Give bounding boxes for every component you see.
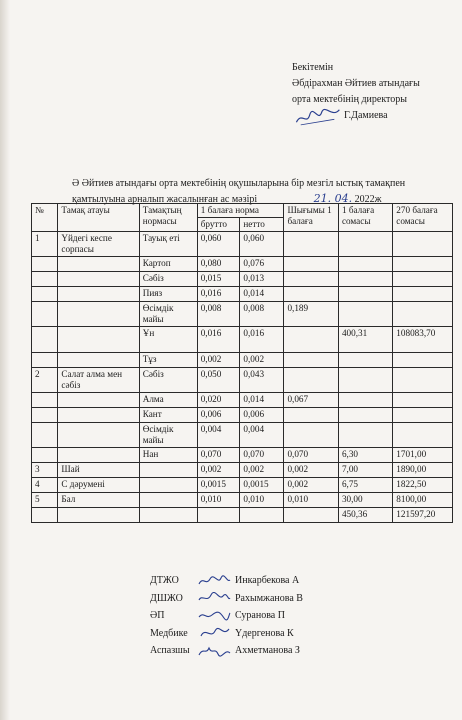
cell-brutto: 0,006	[197, 408, 240, 423]
cell-no: 5	[32, 493, 58, 508]
cell-netto: 0,070	[240, 448, 284, 463]
cell-no: 3	[32, 463, 58, 478]
table-row	[32, 508, 453, 523]
cell-sum1: 6,30	[338, 448, 392, 463]
cell-name	[58, 353, 139, 368]
cell-brutto: 0,080	[197, 257, 240, 272]
header-sum270: 270 балаға сомасы	[393, 204, 453, 232]
cell-product	[139, 508, 197, 523]
cell-output	[284, 287, 339, 302]
title-line-1: Ә Әйтиев атындағы орта мектебінің оқушыларына бір мезгіл ыстық тамақпен	[72, 178, 406, 189]
cell-output	[284, 272, 339, 287]
signature-row	[150, 607, 450, 625]
cell-name	[58, 393, 139, 408]
cell-output	[284, 508, 339, 523]
cell-product: Ұн	[139, 327, 197, 353]
table-row	[32, 272, 453, 287]
cell-sum270	[393, 368, 453, 393]
cell-brutto: 0,010	[197, 493, 240, 508]
cell-sum1	[338, 353, 392, 368]
menu-table	[31, 203, 453, 523]
signature-role: ДШЖО	[150, 592, 183, 604]
handwritten-signature	[197, 610, 231, 622]
cell-sum270	[393, 393, 453, 408]
cell-output	[284, 423, 339, 448]
table-row	[32, 232, 453, 257]
cell-no	[32, 327, 58, 353]
signature-name: Инкарбекова А	[235, 575, 300, 586]
cell-product: Сәбіз	[139, 272, 197, 287]
signature-name: Үдергенова К	[235, 627, 294, 639]
cell-netto: 0,013	[240, 272, 284, 287]
cell-netto: 0,043	[240, 368, 284, 393]
header-output: Шығымы 1 балаға	[284, 204, 339, 232]
signature-row	[150, 642, 450, 660]
table-body	[32, 232, 453, 523]
cell-no	[32, 287, 58, 302]
signature-name: Рахымжанова В	[235, 592, 303, 604]
cell-sum270: 1822,50	[393, 478, 453, 493]
table-row	[32, 368, 453, 393]
header-sum1: 1 балаға сомасы	[338, 204, 392, 232]
cell-output: 0,010	[284, 493, 339, 508]
signature-role: Медбике	[150, 627, 188, 639]
cell-output	[284, 257, 339, 272]
cell-sum270: 1701,00	[393, 448, 453, 463]
title-line-2: қамтылуына арналып жасалынған ас мәзірі	[72, 194, 258, 205]
cell-sum270	[393, 232, 453, 257]
table-row	[32, 423, 453, 448]
cell-name	[58, 302, 139, 327]
cell-sum1	[338, 302, 392, 327]
table-row	[32, 287, 453, 302]
cell-name: Салат алма мен сәбіз	[58, 368, 139, 393]
cell-brutto: 0,004	[197, 423, 240, 448]
cell-product: Алма	[139, 393, 197, 408]
header-netto: нетто	[240, 218, 284, 232]
cell-netto: 0,010	[240, 493, 284, 508]
cell-output	[284, 368, 339, 393]
cell-brutto: 0,002	[197, 463, 240, 478]
header-product: Тамақтың нормасы	[139, 204, 197, 232]
cell-name	[58, 257, 139, 272]
approval-line-3: орта мектебінің директоры	[292, 94, 408, 105]
signatures-block	[150, 572, 450, 660]
cell-netto: 0,016	[240, 327, 284, 353]
cell-sum1: 30,00	[338, 493, 392, 508]
cell-netto	[240, 508, 284, 523]
cell-product	[139, 478, 197, 493]
cell-name: С дәрумені	[58, 478, 139, 493]
cell-output: 0,002	[284, 478, 339, 493]
signature-name: Ахметманова З	[235, 645, 300, 656]
table-row	[32, 393, 453, 408]
cell-output	[284, 353, 339, 368]
cell-name	[58, 448, 139, 463]
cell-no	[32, 257, 58, 272]
cell-product: Сәбіз	[139, 368, 197, 393]
cell-product: Тауық еті	[139, 232, 197, 257]
cell-netto: 0,014	[240, 287, 284, 302]
cell-output	[284, 408, 339, 423]
cell-output	[284, 327, 339, 353]
header-name: Тамақ атауы	[58, 204, 139, 232]
cell-no: 4	[32, 478, 58, 493]
cell-product: Тұз	[139, 353, 197, 368]
signature-role: ӘП	[150, 610, 165, 621]
cell-product: Өсімдік майы	[139, 302, 197, 327]
cell-sum1	[338, 393, 392, 408]
cell-sum270	[393, 257, 453, 272]
cell-brutto: 0,016	[197, 287, 240, 302]
signature-role: ДТЖО	[150, 575, 179, 586]
director-name: Г.Дамиева	[344, 110, 388, 121]
signature-row	[150, 572, 450, 590]
cell-sum270: 108083,70	[393, 327, 453, 353]
cell-sum1	[338, 368, 392, 393]
cell-no	[32, 408, 58, 423]
cell-sum1: 400,31	[338, 327, 392, 353]
cell-no	[32, 272, 58, 287]
table-row	[32, 257, 453, 272]
signature-name: Суранова П	[235, 610, 285, 621]
cell-brutto: 0,070	[197, 448, 240, 463]
cell-netto: 0,006	[240, 408, 284, 423]
approval-block	[292, 60, 458, 124]
header-no: №	[32, 204, 58, 232]
cell-netto: 0,076	[240, 257, 284, 272]
cell-product: Кант	[139, 408, 197, 423]
table-row	[32, 327, 453, 353]
cell-no	[32, 353, 58, 368]
cell-brutto: 0,016	[197, 327, 240, 353]
cell-sum1	[338, 423, 392, 448]
handwritten-signature	[197, 645, 231, 657]
cell-brutto: 0,002	[197, 353, 240, 368]
cell-netto: 0,002	[240, 463, 284, 478]
table-row	[32, 408, 453, 423]
cell-sum270	[393, 423, 453, 448]
cell-no: 1	[32, 232, 58, 257]
cell-brutto: 0,060	[197, 232, 240, 257]
cell-name	[58, 287, 139, 302]
cell-brutto	[197, 508, 240, 523]
cell-product: Нан	[139, 448, 197, 463]
table-row	[32, 353, 453, 368]
table-row	[32, 463, 453, 478]
header-brutto: брутто	[197, 218, 240, 232]
cell-sum1: 450,36	[338, 508, 392, 523]
signature-row	[150, 625, 450, 643]
cell-name	[58, 508, 139, 523]
cell-sum1	[338, 408, 392, 423]
cell-brutto: 0,050	[197, 368, 240, 393]
handwritten-date: 21. 04.	[313, 192, 353, 205]
table-row	[32, 448, 453, 463]
cell-netto: 0,004	[240, 423, 284, 448]
cell-output: 0,070	[284, 448, 339, 463]
cell-sum270: 121597,20	[393, 508, 453, 523]
cell-brutto: 0,020	[197, 393, 240, 408]
cell-netto: 0,060	[240, 232, 284, 257]
approval-line-1: Бекітемін	[292, 62, 334, 73]
cell-product	[139, 463, 197, 478]
cell-product: Картоп	[139, 257, 197, 272]
cell-netto: 0,014	[240, 393, 284, 408]
cell-sum1: 7,00	[338, 463, 392, 478]
cell-no: 2	[32, 368, 58, 393]
cell-no	[32, 302, 58, 327]
cell-sum1: 6,75	[338, 478, 392, 493]
cell-brutto: 0,008	[197, 302, 240, 327]
cell-output: 0,002	[284, 463, 339, 478]
cell-sum1	[338, 272, 392, 287]
header-norm: 1 балаға норма	[197, 204, 284, 218]
cell-product: Өсімдік майы	[139, 423, 197, 448]
cell-brutto: 0,015	[197, 272, 240, 287]
cell-sum270	[393, 302, 453, 327]
cell-name: Үйдегі кеспе сорпасы	[58, 232, 139, 257]
cell-product: Пияз	[139, 287, 197, 302]
page-edge-shadow	[0, 0, 10, 720]
cell-netto: 0,008	[240, 302, 284, 327]
cell-brutto: 0,0015	[197, 478, 240, 493]
table-header-row	[32, 204, 453, 218]
cell-no	[32, 393, 58, 408]
signature-role: Аспазшы	[150, 645, 190, 656]
cell-name	[58, 272, 139, 287]
cell-no	[32, 448, 58, 463]
cell-sum270: 8100,00	[393, 493, 453, 508]
cell-sum270	[393, 408, 453, 423]
director-signature-line	[292, 108, 458, 124]
cell-no	[32, 508, 58, 523]
cell-name	[58, 327, 139, 353]
cell-name: Шай	[58, 463, 139, 478]
cell-name	[58, 423, 139, 448]
approval-line-2: Әбдірахман Әйтиев атындағы	[292, 78, 420, 89]
table-row	[32, 302, 453, 327]
cell-sum270: 1890,00	[393, 463, 453, 478]
cell-sum270	[393, 287, 453, 302]
cell-output	[284, 232, 339, 257]
cell-sum270	[393, 272, 453, 287]
cell-sum1	[338, 232, 392, 257]
table-row	[32, 478, 453, 493]
cell-netto: 0,002	[240, 353, 284, 368]
cell-product	[139, 493, 197, 508]
signature-row	[150, 590, 450, 608]
cell-sum1	[338, 257, 392, 272]
cell-netto: 0,0015	[240, 478, 284, 493]
director-signature	[293, 106, 343, 129]
year: 2022ж	[354, 194, 382, 205]
cell-sum270	[393, 353, 453, 368]
handwritten-signature	[197, 592, 231, 604]
cell-output: 0,189	[284, 302, 339, 327]
cell-sum1	[338, 287, 392, 302]
cell-name	[58, 408, 139, 423]
cell-name: Бал	[58, 493, 139, 508]
cell-output: 0,067	[284, 393, 339, 408]
table-row	[32, 493, 453, 508]
cell-no	[32, 423, 58, 448]
handwritten-signature	[197, 627, 231, 639]
handwritten-signature	[197, 575, 231, 587]
